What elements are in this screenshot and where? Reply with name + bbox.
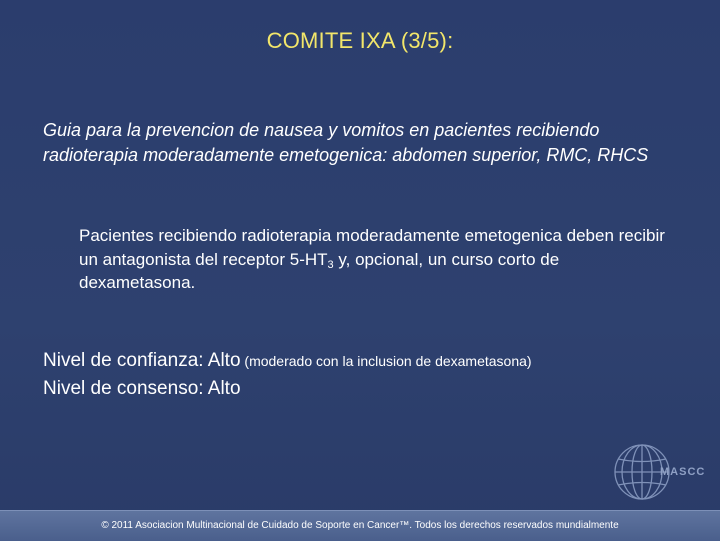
recommendation-part-2: y, opcional, un curso corto de dexametasona. (79, 249, 560, 292)
confidence-line (43, 347, 693, 375)
recommendation-part-1: Pacientes recibiendo radioterapia moderadamente emetogenica deben recibir un antagonista del receptor 5-HT (79, 226, 665, 269)
recommendation-text (79, 224, 679, 295)
confidence-label: Nivel de confianza: Alto (43, 350, 241, 371)
footer-copyright: © 2011 Asociacion Multinacional de Cuidado de Soporte en Cancer™. Todos los derechos reservados mundialmente (101, 520, 619, 531)
recommendation-subscript: 3 (327, 258, 334, 271)
consensus-label: Nivel de consenso: Alto (43, 378, 241, 399)
logo-text: MASCC (660, 466, 706, 478)
consensus-line (43, 375, 693, 403)
intro-text: Guia para la prevencion de nausea y vomitos en pacientes recibiendo radioterapia moderadamente emetogenica: abdomen superior, RMC, RHCS (43, 120, 649, 165)
confidence-note: (moderado con la inclusion de dexametasona) (240, 353, 532, 369)
levels-block (43, 347, 693, 403)
slide-title: COMITE IXA (3/5): (266, 28, 454, 53)
